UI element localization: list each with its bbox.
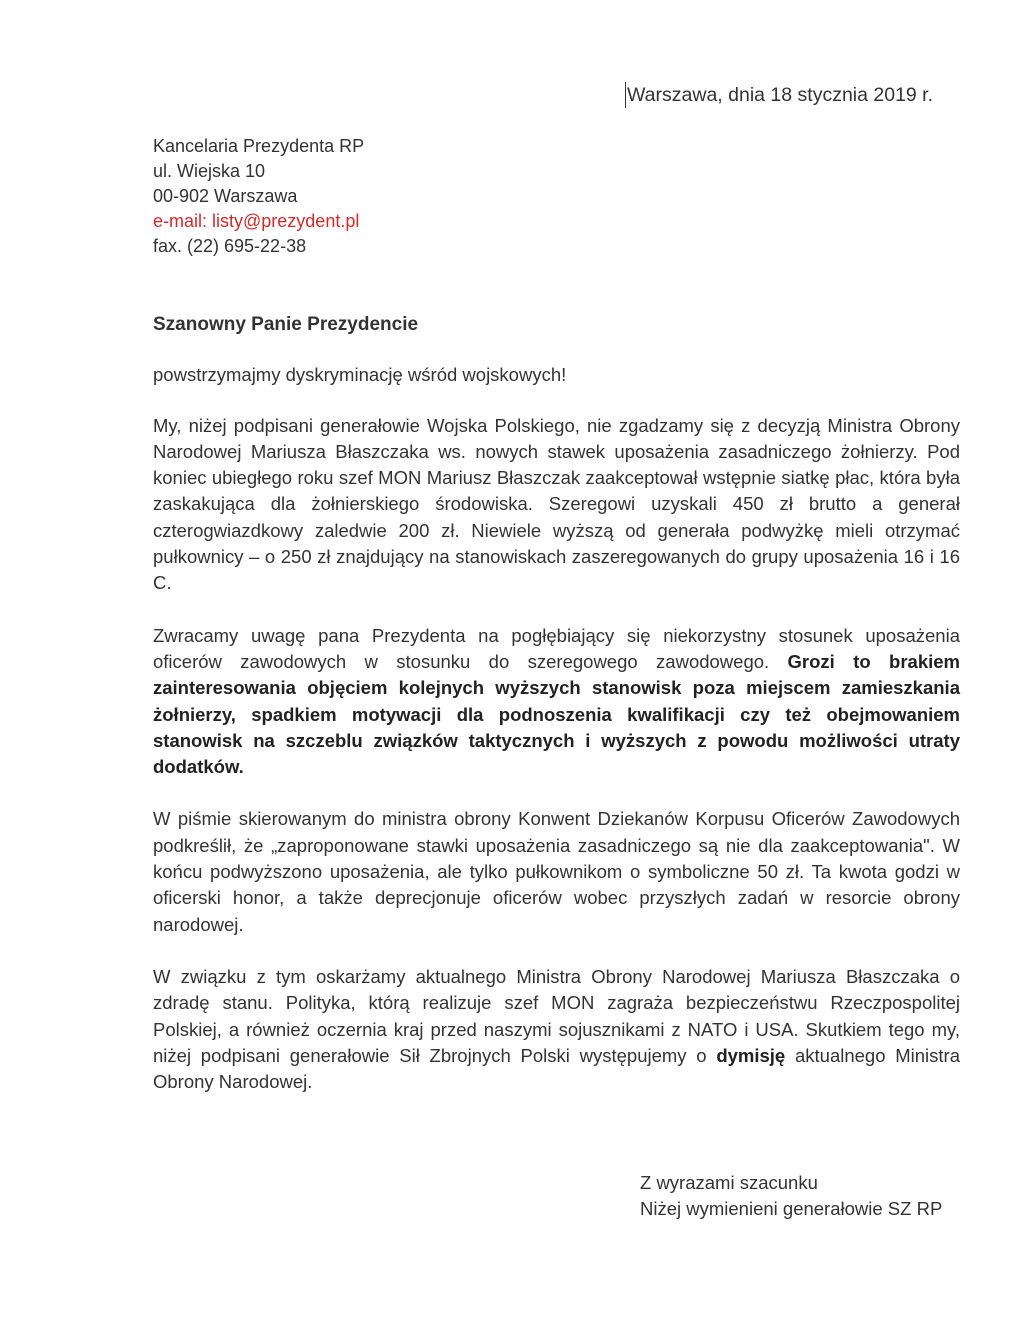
paragraph-3: W piśmie skierowanym do ministra obrony Konwent Dziekanów Korpusu Oficerów Zawodowych podkreślił, że „zaproponowane stawki uposażenia zasadniczego są nie dla zaakceptowania". W końcu podwyższono uposażenia, ale tylko pułkownikom o symboliczne 50 zł. Ta kwota godzi w oficerski honor, a także deprecjonuje oficerów wobec przyszłych zadań w resorcie obrony narodowej. xyxy=(153,808,960,935)
closing-signatories: Niżej wymienieni generałowie SZ RP xyxy=(640,1198,943,1219)
letter-body xyxy=(153,312,960,1121)
intro-line: powstrzymajmy dyskryminację wśród wojskowych! xyxy=(153,364,567,386)
paragraph-4 xyxy=(153,964,960,1095)
address-line-city: 00-902 Warszawa xyxy=(153,186,298,206)
paragraph-4-text-after: aktualnego Ministra Obrony Narodowej. xyxy=(153,1044,961,1093)
letter-date: Warszawa, dnia 18 stycznia 2019 r. xyxy=(627,84,934,106)
paragraph-2-bold-text: Grozi to brakiem zainteresowania objęciem kolejnych wyższych stanowisk poza miejscem zamieszkania żołnierzy, spadkiem motywacji dla podnoszenia kwalifikacji czy też obejmowaniem stanowisk na szczeblu związków taktycznych i wyższych z powodu możliwości utraty dodatków. xyxy=(153,650,960,778)
closing-regards: Z wyrazami szacunku xyxy=(640,1172,818,1193)
paragraph-2 xyxy=(153,623,960,781)
address-line-street: ul. Wiejska 10 xyxy=(153,161,266,181)
recipient-address xyxy=(153,134,364,259)
paragraph-1: My, niżej podpisani generałowie Wojska Polskiego, nie zgadzamy się z decyzją Ministra Obrony Narodowej Mariusza Błaszczaka ws. nowych stawek uposażenia zasadniczego żołnierzy. Pod koniec ubiegłego roku szef MON Mariusz Błaszczak zaakceptował wstępnie siatkę płac, która była zaskakująca dla żołnierskiego środowiska. Szeregowi uzyskali 450 zł brutto a generał czterogwiazdkowy zaledwie 200 zł. Niewiele wyższą od generała podwyżkę mieli otrzymać pułkownicy – o 250 zł znajdujący na stanowiskach zaszeregowanych do grupy uposażenia 16 i 16 C. xyxy=(153,414,960,594)
closing-signature xyxy=(640,1170,942,1222)
address-fax: fax. (22) 695-22-38 xyxy=(153,236,307,256)
salutation: Szanowny Panie Prezydencie xyxy=(153,314,419,335)
paragraph-2-text: Zwracamy uwagę pana Prezydenta na pogłębiający się niekorzystny stosunek uposażenia oficerów zawodowych w stosunku do szeregowego zawodowego. xyxy=(153,624,960,672)
paragraph-4-bold-word: dymisję xyxy=(716,1044,786,1066)
address-email-link[interactable]: e-mail: listy@prezydent.pl xyxy=(153,211,360,231)
paragraph-4-text-before: W związku z tym oskarżamy aktualnego Ministra Obrony Narodowej Mariusza Błaszczaka o zdradę stanu. Polityka, którą realizuje szef MON zagraża bezpieczeństwu Rzeczpospolitej Polskiej, a również oczernia kraj przed naszymi sojusznikami z NATO i USA. Skutkiem tego my, niżej podpisani generałowie Sił Zbrojnych Polski występujemy o xyxy=(153,965,960,1066)
address-line-office: Kancelaria Prezydenta RP xyxy=(153,136,365,156)
